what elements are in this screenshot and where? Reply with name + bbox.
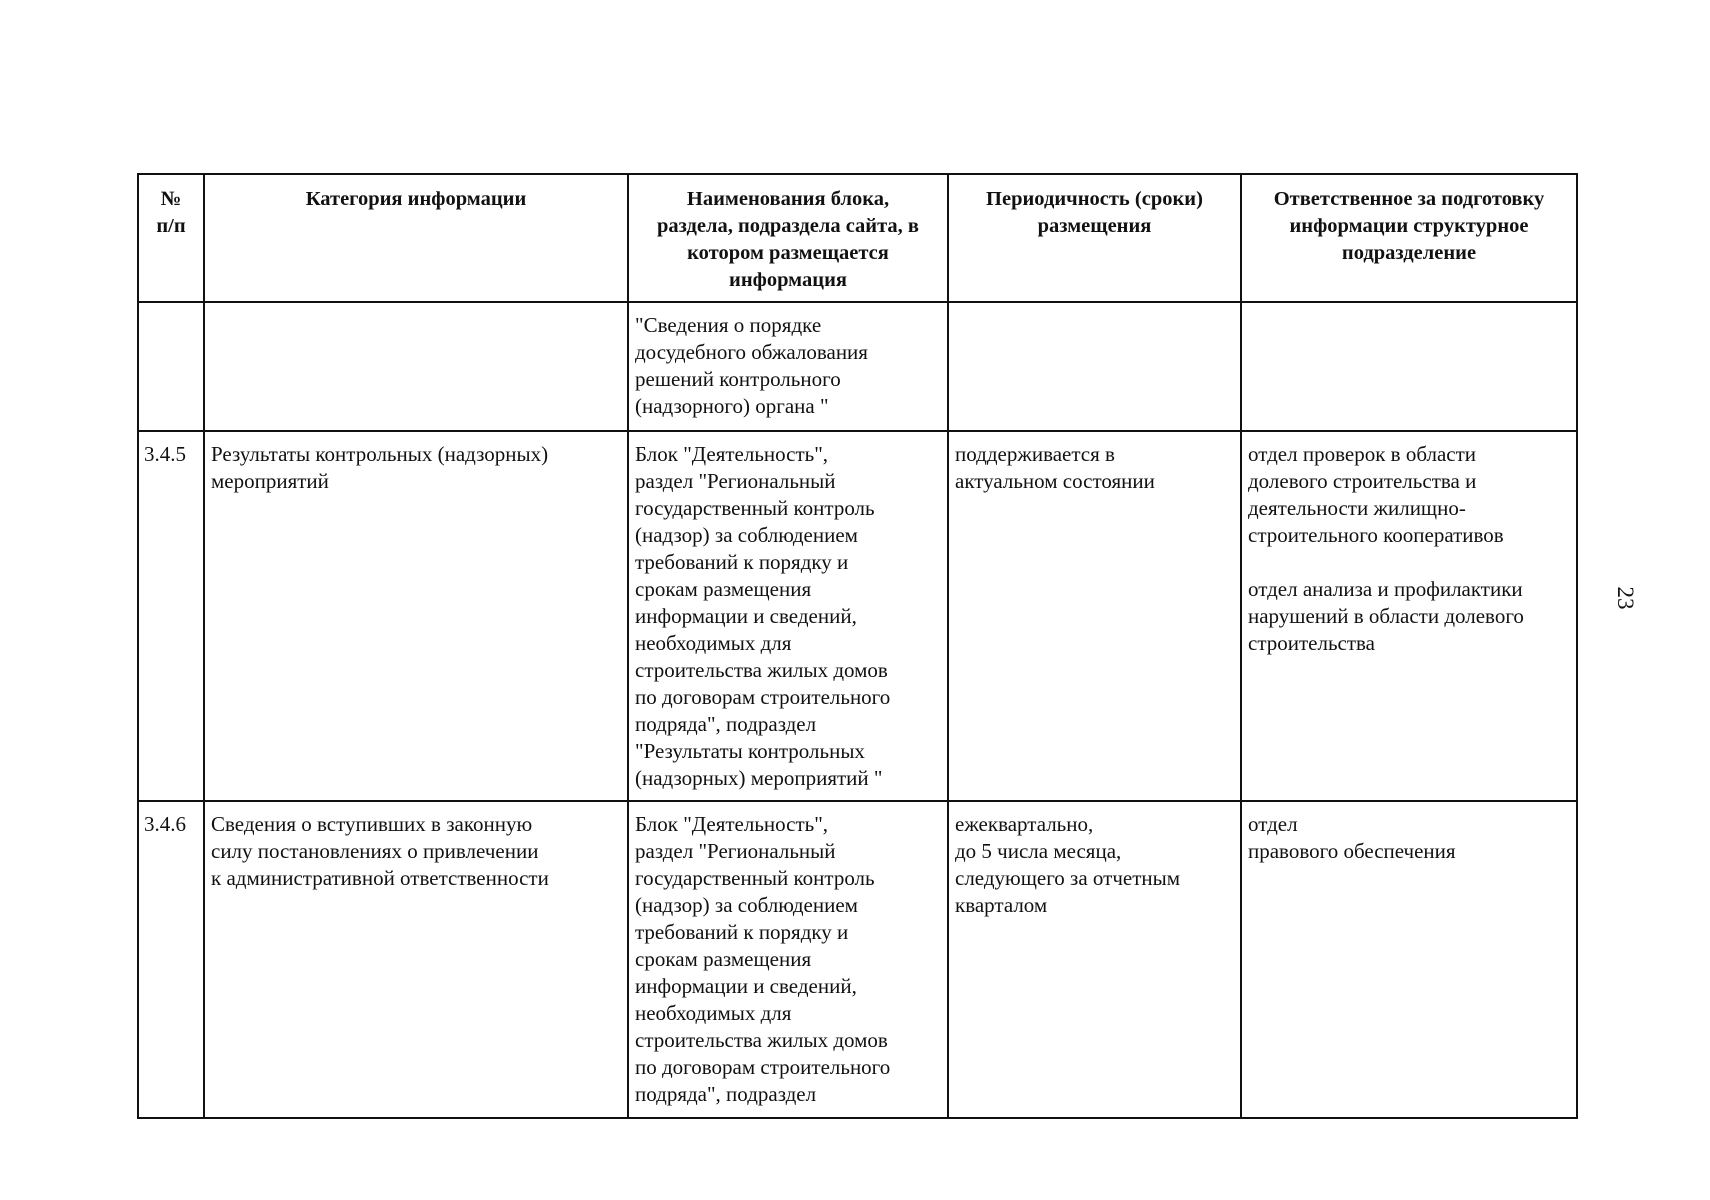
row-num: 3.4.6 <box>138 801 204 1118</box>
row-period <box>948 302 1241 431</box>
row-category: Сведения о вступивших в законную силу постановлениях о привлечении к административной ответственности <box>204 801 628 1118</box>
row-block: Блок "Деятельность", раздел "Региональный государственный контроль (надзор) за соблюдением требований к порядку и срокам размещения информации и сведений, необходимых для строительства жилых домов по договорам строительного подряда", подраздел <box>628 801 948 1118</box>
table-header-row <box>138 174 1577 302</box>
responsible-paragraph: отдел анализа и профилактики нарушений в области долевого строительства <box>1248 577 1524 655</box>
header-block: Наименования блока, раздела, подраздела сайта, в котором размещается информация <box>628 174 948 302</box>
table-row <box>138 302 1577 431</box>
row-period: ежеквартально, до 5 числа месяца, следующего за отчетным кварталом <box>948 801 1241 1118</box>
header-responsible: Ответственное за подготовку информации структурное подразделение <box>1241 174 1577 302</box>
responsible-paragraph: отдел правового обеспечения <box>1248 812 1456 863</box>
responsible-paragraph: отдел проверок в области долевого строительства и деятельности жилищно- строительного кооперативов <box>1248 442 1504 547</box>
row-period: поддерживается в актуальном состоянии <box>948 431 1241 801</box>
row-responsible <box>1241 431 1577 801</box>
page-number: 23 <box>1613 586 1638 610</box>
table-row <box>138 801 1577 1118</box>
header-num: № п/п <box>138 174 204 302</box>
row-num <box>138 302 204 431</box>
row-block: Блок "Деятельность", раздел "Региональный государственный контроль (надзор) за соблюдением требований к порядку и срокам размещения информации и сведений, необходимых для строительства жилых домов по договорам строительного подряда", подраздел "Результаты контрольных (надзорных) мероприятий " <box>628 431 948 801</box>
row-category: Результаты контрольных (надзорных) мероприятий <box>204 431 628 801</box>
header-category: Категория информации <box>204 174 628 302</box>
row-block: "Сведения о порядке досудебного обжалования решений контрольного (надзорного) органа " <box>628 302 948 431</box>
row-num: 3.4.5 <box>138 431 204 801</box>
row-responsible <box>1241 801 1577 1118</box>
row-category <box>204 302 628 431</box>
row-responsible <box>1241 302 1577 431</box>
header-period: Периодичность (сроки) размещения <box>948 174 1241 302</box>
information-table <box>137 173 1578 1119</box>
table-row <box>138 431 1577 801</box>
